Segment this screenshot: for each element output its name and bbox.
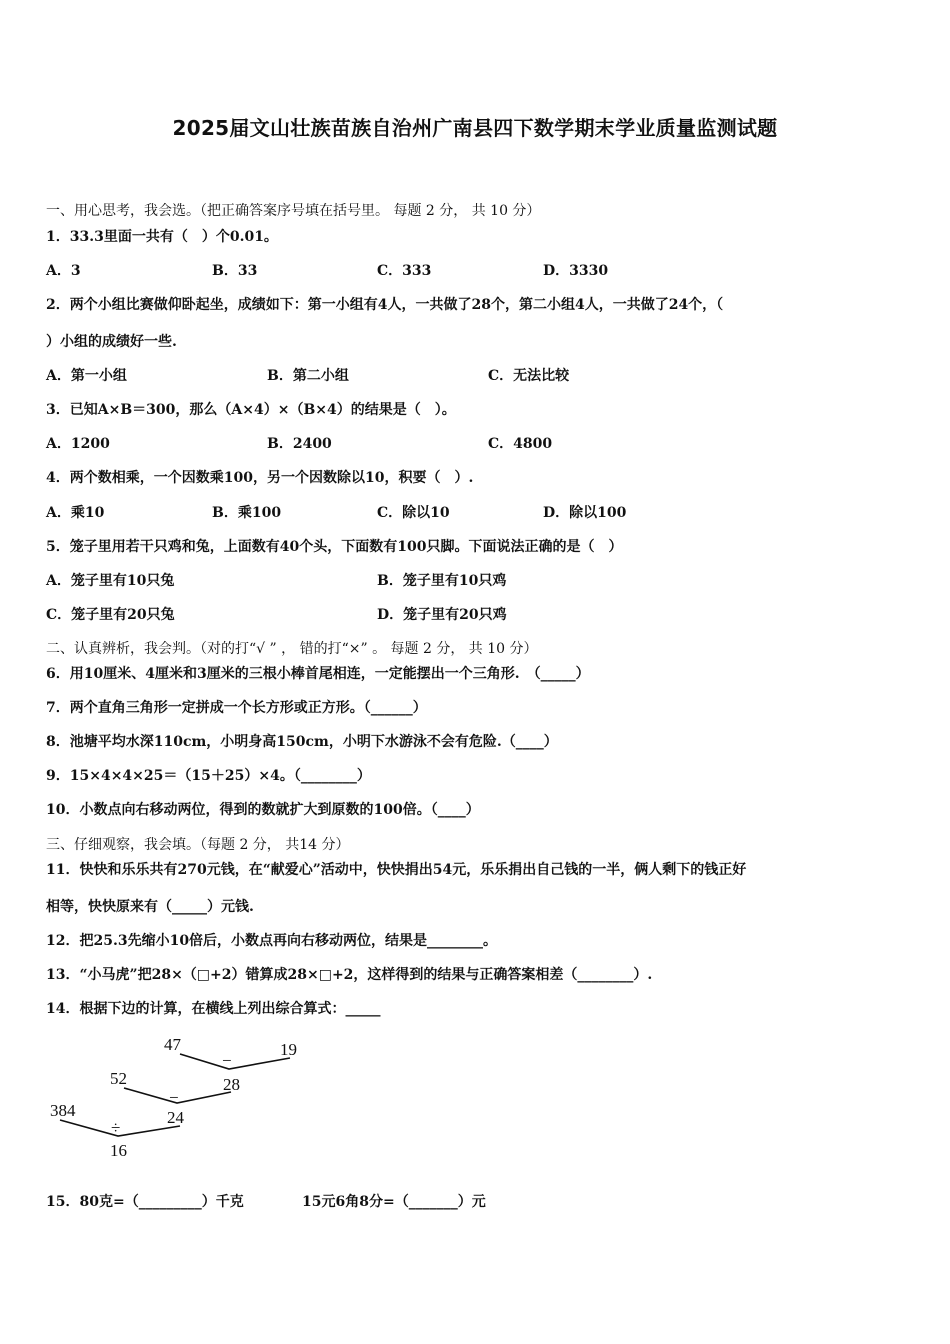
q1-option-c: C．333	[377, 263, 432, 279]
q3-option-a: A．1200	[46, 436, 110, 452]
q4-option-d: D．除以100	[543, 505, 627, 521]
question-6: 6．用10厘米、4厘米和3厘米的三根小棒首尾相连，一定能摆出一个三角形. （_____）	[46, 666, 590, 682]
question-4: 4．两个数相乘，一个因数乘100，另一个因数除以10，积要（ ）.	[46, 470, 474, 486]
question-2-line-1: 2．两个小组比赛做仰卧起坐，成绩如下：第一小组有4人，一共做了28个，第二小组4人，一共做了24个，（	[46, 297, 724, 313]
section-3-heading: 三、仔细观察，我会填。（每题 2 分， 共14 分）	[46, 837, 350, 853]
q5-option-a: A．笼子里有10只兔	[46, 573, 175, 589]
section-1-heading: 一、用心思考，我会选。（把正确答案序号填在括号里。 每题 2 分， 共 10 分）	[46, 203, 541, 219]
diagram-row1-result: 28	[223, 1075, 240, 1094]
q5-option-c: C．笼子里有20只兔	[46, 607, 175, 623]
diagram-row1-lines	[180, 1054, 290, 1069]
q4-option-b: B．乘100	[212, 505, 282, 521]
question-11-line-1: 11．快快和乐乐共有270元钱，在“献爱心”活动中，快快捐出54元，乐乐捐出自己钱的一半，俩人剩下的钱正好	[46, 862, 747, 878]
diagram-row2-result: 24	[167, 1108, 184, 1127]
diagram-row2-op: −	[169, 1088, 179, 1107]
q5-option-b: B．笼子里有10只鸡	[377, 573, 507, 589]
q3-option-b: B．2400	[267, 436, 332, 452]
question-14: 14．根据下边的计算，在横线上列出综合算式：_____	[46, 1001, 381, 1017]
q1-option-a: A．3	[46, 263, 81, 279]
q4-option-a: A．乘10	[46, 505, 105, 521]
question-2-line-2: ）小组的成绩好一些.	[46, 334, 177, 350]
question-10: 10．小数点向右移动两位，得到的数就扩大到原数的100倍。（____）	[46, 802, 480, 818]
question-11-line-2: 相等，快快原来有（_____）元钱.	[46, 899, 254, 915]
diagram-row3-result: 16	[110, 1141, 127, 1160]
question-9: 9．15×4×4×25＝（15＋25）×4。（________）	[46, 768, 371, 784]
question-15-part-2: 15元6角8分=（_______）元	[302, 1194, 486, 1210]
diagram-row3-left: 384	[50, 1101, 76, 1120]
question-1: 1．33.3里面一共有（ ）个0.01。	[46, 229, 278, 245]
q2-option-a: A．第一小组	[46, 368, 127, 384]
diagram-row1-left: 47	[164, 1035, 181, 1054]
q5-option-d: D．笼子里有20只鸡	[377, 607, 507, 623]
question-15-part-1: 15．80克=（_________）千克	[46, 1194, 244, 1210]
question-3: 3．已知A×B＝300，那么（A×4）×（B×4）的结果是（ ）。	[46, 402, 456, 418]
q3-option-c: C．4800	[488, 436, 553, 452]
diagram-row1-right: 19	[280, 1040, 297, 1059]
q4-option-c: C．除以10	[377, 505, 450, 521]
question-12: 12．把25.3先缩小10倍后，小数点再向右移动两位，结果是________。	[46, 933, 498, 949]
section-2-heading: 二、认真辨析，我会判。（对的打“√ ” ， 错的打“×” 。 每题 2 分， 共 10 分）	[46, 641, 538, 657]
diagram-row1-op: −	[222, 1051, 232, 1070]
q2-option-b: B．第二小组	[267, 368, 349, 384]
question-7: 7．两个直角三角形一定拼成一个长方形或正方形。（______）	[46, 700, 427, 716]
question-5: 5．笼子里用若干只鸡和兔，上面数有40个头，下面数有100只脚。下面说法正确的是（ ）	[46, 539, 623, 555]
q1-option-b: B．33	[212, 263, 258, 279]
question-13: 13．“小马虎”把28×（□+2）错算成28×□+2，这样得到的结果与正确答案相差（________）.	[46, 967, 653, 983]
diagram-row3-op: ÷	[111, 1118, 121, 1137]
calculation-diagram	[46, 1030, 316, 1170]
question-8: 8．池塘平均水深110cm，小明身高150cm，小明下水游泳不会有危险.（____）	[46, 734, 558, 750]
q2-option-c: C．无法比较	[488, 368, 570, 384]
diagram-row2-left: 52	[110, 1069, 127, 1088]
page-title: 2025届文山壮族苗族自治州广南县四下数学期末学业质量监测试题	[172, 116, 778, 140]
q1-option-d: D．3330	[543, 263, 609, 279]
